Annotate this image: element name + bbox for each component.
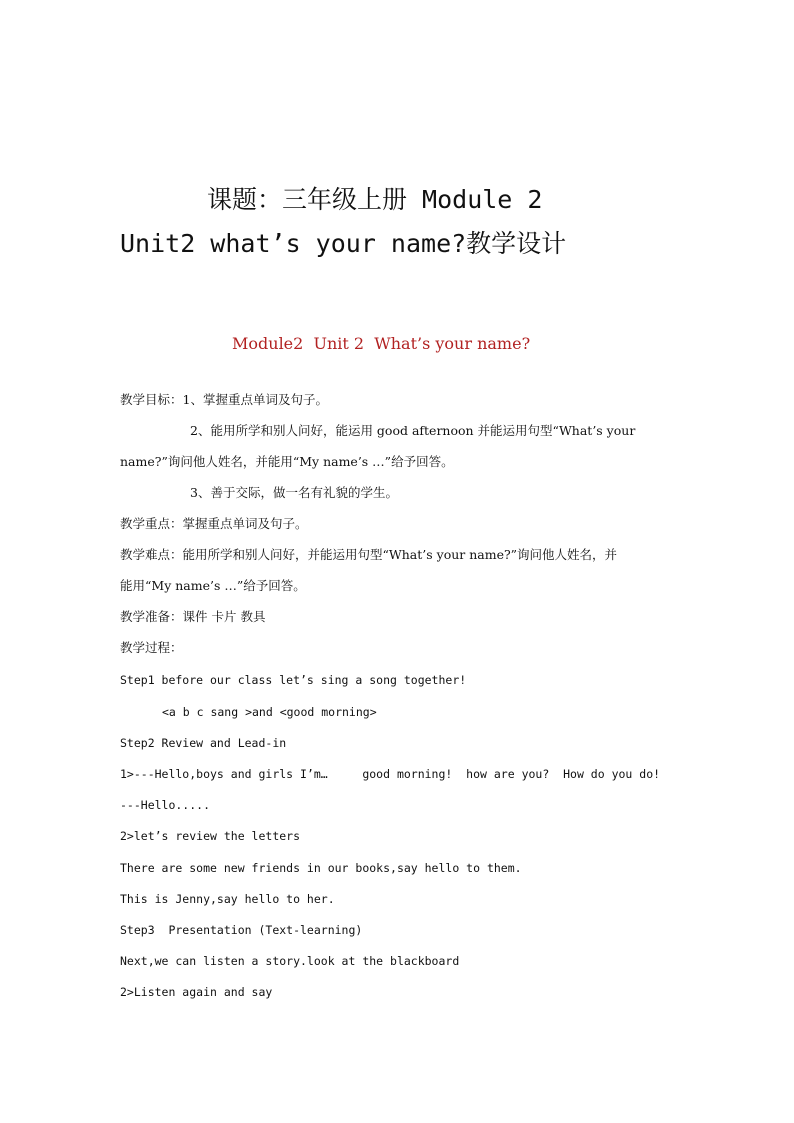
document-title-line-1: 课题：三年级上册 Module 2 xyxy=(207,185,543,214)
step3-listen-story: Next,we can listen a story.look at the blackboard xyxy=(120,954,460,968)
teaching-difficulty: 教学难点：能用所学和别人问好，并能运用句型“What’s your name?”询问他人姓名，并 xyxy=(120,547,618,562)
objective-1: 教学目标：1、掌握重点单词及句子。 xyxy=(120,392,328,407)
objective-2: 2、能用所学和别人问好，能运用 good afternoon 并能运用句型“What’s your xyxy=(190,423,636,438)
step2-greeting: 1>---Hello,boys and girls I’m… good morning! how are you? How do you do! xyxy=(120,767,661,781)
teaching-difficulty-cont: 能用“My name’s …”给予回答。 xyxy=(120,578,306,593)
lesson-subtitle: Module2 Unit 2 What’s your name? xyxy=(232,334,531,353)
step2-jenny: This is Jenny,say hello to her. xyxy=(120,892,335,906)
step1-line: Step1 before our class let’s sing a song together! xyxy=(120,673,467,687)
objective-3: 3、善于交际，做一名有礼貌的学生。 xyxy=(190,485,398,500)
step2-review-letters: 2>let’s review the letters xyxy=(120,829,301,843)
document-title-line-2: Unit2 what’s your name?教学设计 xyxy=(120,229,567,258)
teaching-preparation: 教学准备：课件 卡片 教具 xyxy=(120,609,266,624)
teaching-focus: 教学重点：掌握重点单词及句子。 xyxy=(120,516,308,531)
step1-songs: <a b c sang >and <good morning> xyxy=(162,705,377,719)
objective-2-cont: name?”询问他人姓名，并能用“My name’s …”给予回答。 xyxy=(120,454,454,469)
step3-listen-again: 2>Listen again and say xyxy=(120,985,273,999)
step2-hello: ---Hello..... xyxy=(120,798,211,812)
step2-title: Step2 Review and Lead-in xyxy=(120,736,287,750)
step2-new-friends: There are some new friends in our books,say hello to them. xyxy=(120,861,522,875)
teaching-process: 教学过程： xyxy=(120,640,183,655)
step3-title: Step3 Presentation (Text-learning) xyxy=(120,923,363,937)
